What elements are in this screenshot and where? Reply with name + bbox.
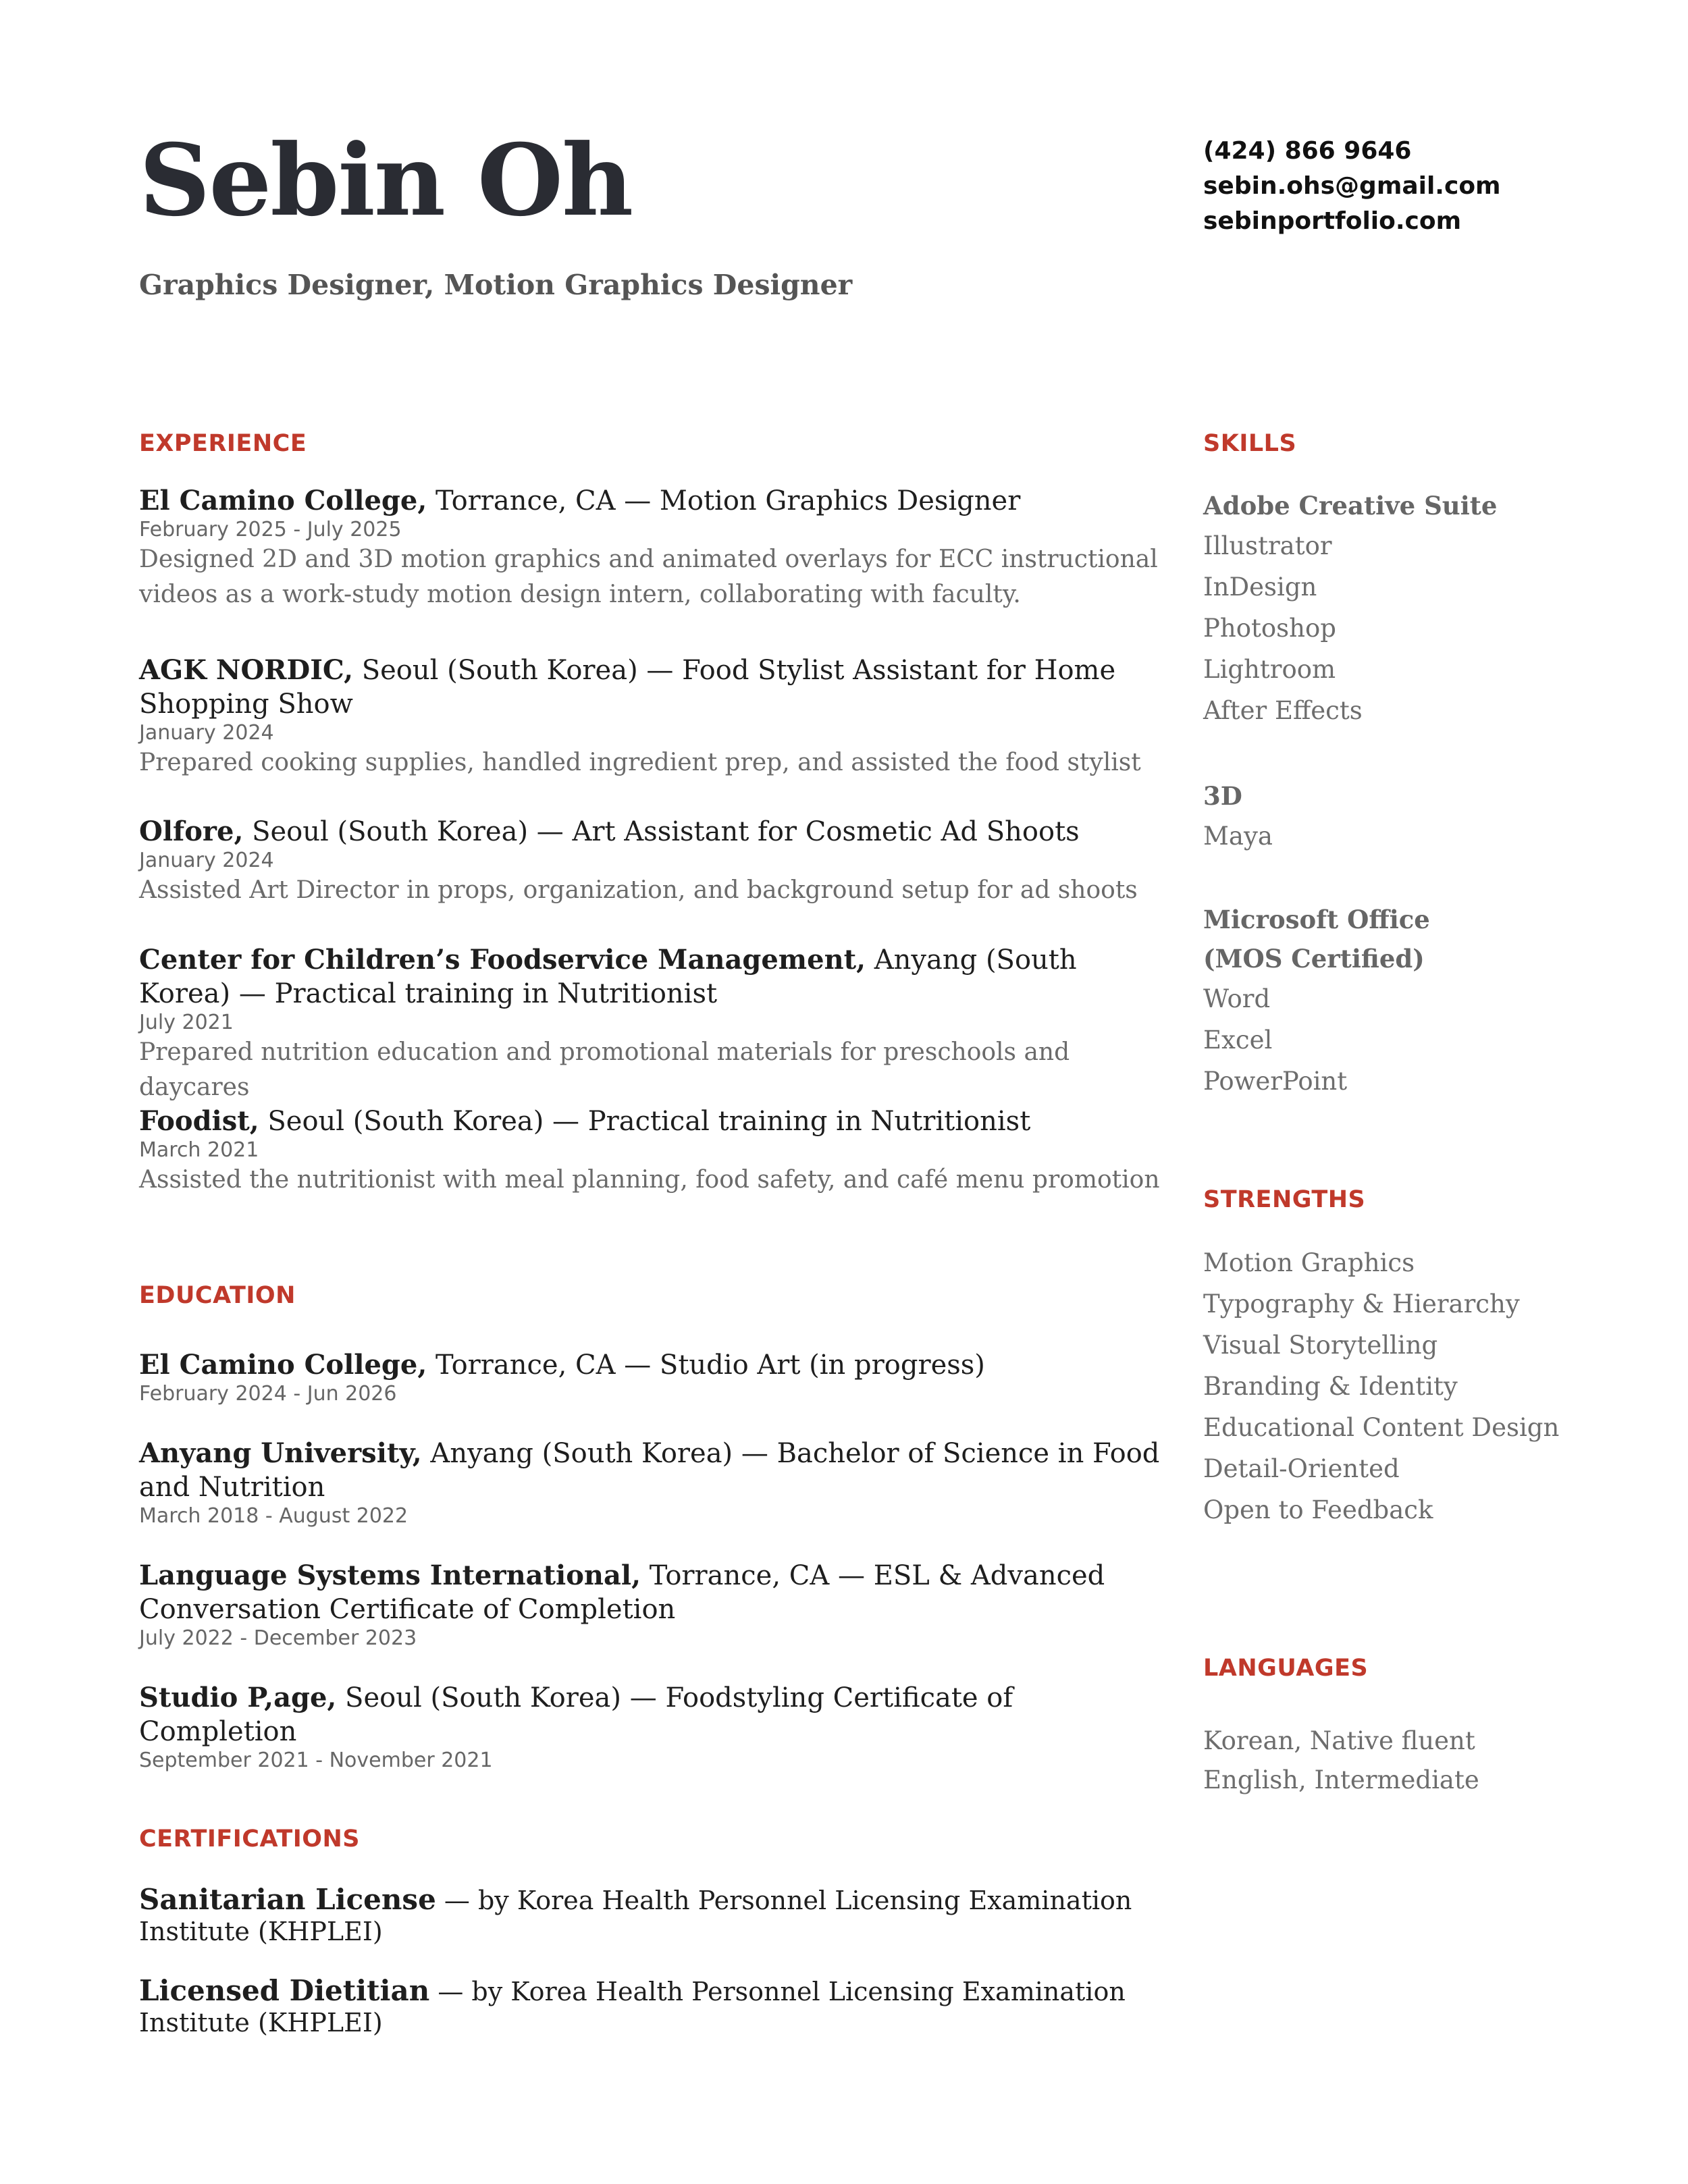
contact-block xyxy=(1203,134,1501,239)
skills-group-title: 3D xyxy=(1203,781,1242,811)
education-entry xyxy=(139,1559,1165,1651)
certifications-heading: CERTIFICATIONS xyxy=(139,1826,361,1853)
strength-item: Branding & Identity xyxy=(1203,1372,1458,1401)
experience-entry xyxy=(139,943,1165,1105)
experience-entry xyxy=(139,1104,1165,1198)
certification-entry xyxy=(139,1884,1165,1947)
entry-org: Language Systems International, xyxy=(139,1560,641,1591)
skill-item: PowerPoint xyxy=(1203,1067,1348,1096)
language-item: Korean, Native fluent xyxy=(1203,1726,1475,1755)
skills-group xyxy=(1203,900,1514,1102)
skills-group xyxy=(1203,486,1497,731)
skills-group xyxy=(1203,776,1273,857)
skill-item: Excel xyxy=(1203,1026,1273,1055)
entry-heading xyxy=(139,815,1165,849)
skill-item: Lightroom xyxy=(1203,655,1336,684)
entry-role: Seoul (South Korea) — Art Assistant for Cosmetic Ad Shoots xyxy=(243,816,1080,847)
strengths-list xyxy=(1203,1242,1559,1530)
skill-item: After Effects xyxy=(1203,696,1363,725)
education-entry xyxy=(139,1348,1165,1406)
candidate-tagline: Graphics Designer, Motion Graphics Designer xyxy=(139,269,853,301)
experience-heading: EXPERIENCE xyxy=(139,430,307,457)
entry-org: El Camino College, xyxy=(139,1349,427,1381)
entry-heading xyxy=(139,484,1165,518)
entry-role: Seoul (South Korea) — Practical training in Nutritionist xyxy=(259,1106,1031,1137)
language-item: English, Intermediate xyxy=(1203,1765,1479,1794)
education-entry xyxy=(139,1437,1165,1528)
experience-entry xyxy=(139,484,1165,612)
entry-description: Assisted Art Director in props, organization, and background setup for ad shoots xyxy=(139,876,1138,904)
entry-org: AGK NORDIC, xyxy=(139,654,353,686)
skill-item: InDesign xyxy=(1203,572,1317,602)
skills-heading: SKILLS xyxy=(1203,430,1297,457)
strengths-heading: STRENGTHS xyxy=(1203,1186,1366,1213)
entry-date: January 2024 xyxy=(139,721,274,745)
entry-heading xyxy=(139,943,1165,1011)
skills-group-title: Microsoft Office (MOS Certified) xyxy=(1203,905,1430,974)
entry-heading xyxy=(139,1437,1165,1504)
entry-date: March 2018 - August 2022 xyxy=(139,1504,408,1528)
strength-item: Typography & Hierarchy xyxy=(1203,1289,1520,1319)
entry-date: July 2022 - December 2023 xyxy=(139,1626,417,1650)
strength-item: Visual Storytelling xyxy=(1203,1331,1438,1360)
entry-role: Seoul (South Korea) — Food Stylist Assistant for Home Shopping Show xyxy=(139,655,1116,720)
certification-issuer: — by Korea Health Personnel Licensing Examination Institute (KHPLEI) xyxy=(139,1977,1126,2037)
entry-description: Assisted the nutritionist with meal planning, food safety, and café menu promotion xyxy=(139,1166,1160,1194)
strength-item: Detail-Oriented xyxy=(1203,1454,1400,1483)
entry-org: El Camino College, xyxy=(139,485,427,516)
entry-program: Torrance, CA — Studio Art (in progress) xyxy=(427,1350,985,1381)
certification-name: Sanitarian License xyxy=(139,1883,436,1916)
entry-org: Studio P,age, xyxy=(139,1682,337,1713)
entry-role: Anyang (South Korea) — Practical training in Nutritionist xyxy=(139,944,1077,1009)
entry-description: Prepared nutrition education and promotional materials for preschools and daycares xyxy=(139,1038,1070,1101)
skill-item: Illustrator xyxy=(1203,531,1332,560)
experience-entry xyxy=(139,654,1165,780)
entry-date: February 2025 - July 2025 xyxy=(139,518,402,541)
entry-description: Prepared cooking supplies, handled ingredient prep, and assisted the food stylist xyxy=(139,749,1141,776)
entry-date: February 2024 - Jun 2026 xyxy=(139,1382,397,1406)
entry-heading xyxy=(139,1681,1165,1749)
certification-name: Licensed Dietitian xyxy=(139,1974,430,2007)
entry-org: Foodist, xyxy=(139,1105,259,1137)
entry-heading xyxy=(139,1348,1165,1382)
languages-list xyxy=(1203,1722,1479,1800)
entry-program: Torrance, CA — ESL & Advanced Conversation Certificate of Completion xyxy=(139,1560,1105,1625)
entry-role: Torrance, CA — Motion Graphics Designer xyxy=(427,485,1021,516)
entry-description: Designed 2D and 3D motion graphics and animated overlays for ECC instructional videos as a work-study motion design intern, collaborating with faculty. xyxy=(139,545,1158,608)
entry-heading xyxy=(139,1104,1165,1138)
entry-heading xyxy=(139,1559,1165,1626)
certification-entry xyxy=(139,1975,1165,2038)
entry-heading xyxy=(139,654,1165,721)
entry-program: Anyang (South Korea) — Bachelor of Science in Food and Nutrition xyxy=(139,1438,1160,1503)
skill-item: Word xyxy=(1203,984,1271,1013)
contact-phone: (424) 866 9646 xyxy=(1203,137,1412,165)
entry-date: July 2021 xyxy=(139,1011,234,1034)
entry-org: Center for Children’s Foodservice Management, xyxy=(139,944,866,976)
contact-email[interactable]: sebin.ohs@gmail.com xyxy=(1203,172,1501,200)
candidate-name: Sebin Oh xyxy=(139,123,633,238)
entry-date: January 2024 xyxy=(139,849,274,872)
languages-heading: LANGUAGES xyxy=(1203,1655,1369,1682)
skill-item: Photoshop xyxy=(1203,614,1336,643)
skills-group-title: Adobe Creative Suite xyxy=(1203,491,1498,521)
contact-website[interactable]: sebinportfolio.com xyxy=(1203,207,1462,235)
entry-org: Anyang University, xyxy=(139,1437,422,1469)
certification-issuer: — by Korea Health Personnel Licensing Examination Institute (KHPLEI) xyxy=(139,1886,1132,1946)
strength-item: Open to Feedback xyxy=(1203,1495,1433,1524)
strength-item: Motion Graphics xyxy=(1203,1248,1415,1277)
education-entry xyxy=(139,1681,1165,1773)
entry-org: Olfore, xyxy=(139,816,244,847)
experience-entry xyxy=(139,815,1165,908)
entry-program: Seoul (South Korea) — Foodstyling Certificate of Completion xyxy=(139,1682,1013,1747)
strength-item: Educational Content Design xyxy=(1203,1413,1560,1442)
entry-date: September 2021 - November 2021 xyxy=(139,1749,493,1772)
education-heading: EDUCATION xyxy=(139,1282,296,1309)
skill-item: Maya xyxy=(1203,822,1273,851)
entry-date: March 2021 xyxy=(139,1138,259,1162)
